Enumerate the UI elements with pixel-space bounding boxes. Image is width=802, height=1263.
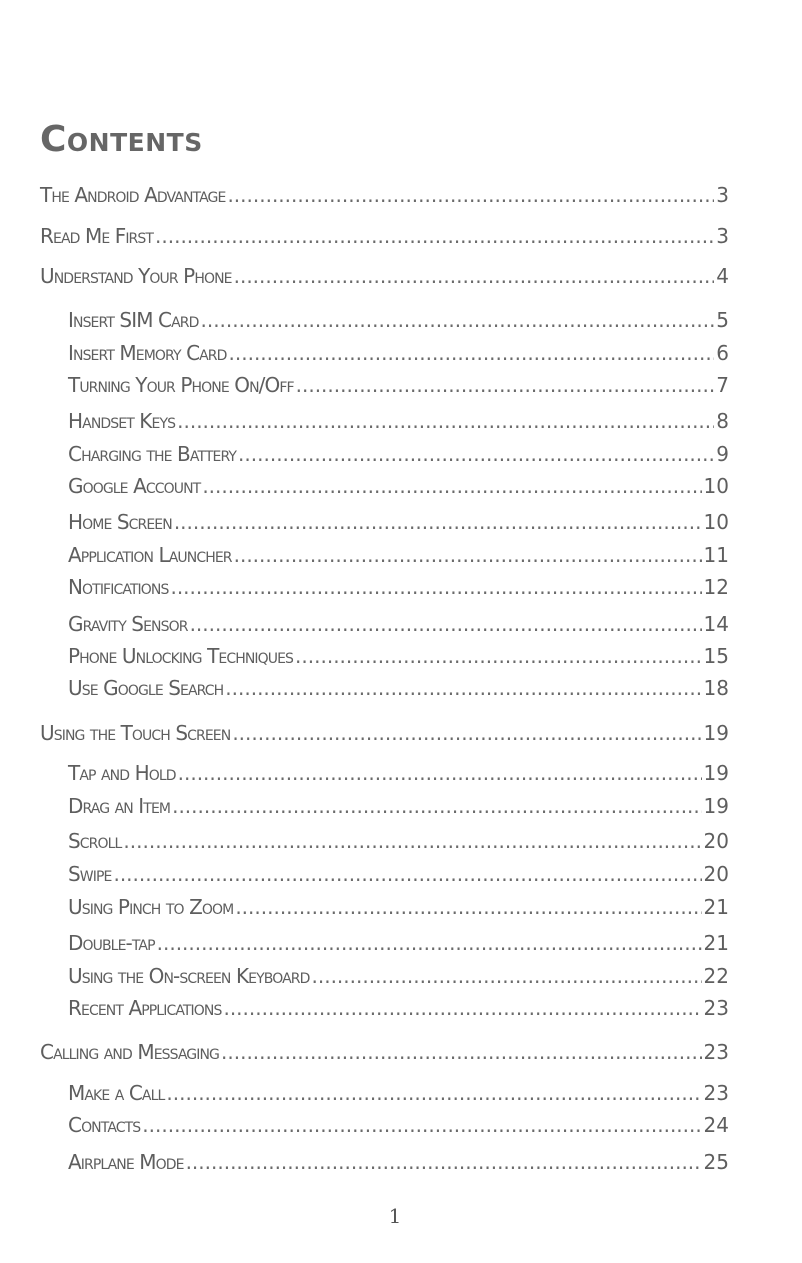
toc-leader-dots (142, 1111, 701, 1139)
toc-entry-label: Using the Touch Screen (40, 721, 231, 745)
toc-entry[interactable] (68, 674, 729, 702)
toc-entry-page: 19 (703, 794, 729, 818)
toc-entry-label: Google Account (68, 474, 201, 498)
toc-entry-page: 10 (703, 510, 729, 534)
toc-leader-dots (234, 541, 702, 569)
toc-entry-label: Turning Your Phone On/Off (68, 373, 294, 397)
toc-entry[interactable] (68, 860, 729, 888)
toc-entry-label: Double-tap (68, 931, 155, 955)
toc-entry-label: Tap and Hold (68, 761, 176, 785)
toc-entry-label: Gravity Sensor (68, 612, 188, 636)
toc-entry[interactable] (40, 262, 729, 290)
toc-entry-page: 23 (703, 1081, 729, 1105)
toc-leader-dots (238, 440, 714, 468)
toc-entry-label: Handset Keys (68, 409, 176, 433)
toc-entry[interactable] (68, 642, 729, 670)
toc-entry[interactable] (40, 719, 729, 747)
toc-leader-dots (232, 719, 701, 747)
toc-leader-dots (221, 1038, 702, 1066)
toc-leader-dots (113, 860, 701, 888)
toc-entry[interactable] (68, 371, 729, 399)
toc-entry-page: 20 (703, 829, 729, 853)
toc-entry[interactable] (68, 1148, 729, 1176)
toc-entry-label: Using the On-screen Keyboard (68, 964, 310, 988)
toc-entry-page: 25 (703, 1150, 729, 1174)
toc-leader-dots (295, 642, 702, 670)
toc-entry[interactable] (40, 1038, 729, 1066)
toc-entry-page: 7 (716, 373, 729, 397)
toc-entry-label: The Android Advantage (40, 183, 226, 207)
toc-entry-page: 12 (703, 575, 729, 599)
toc-leader-dots (157, 929, 702, 957)
toc-leader-dots (235, 893, 701, 921)
toc-entry-page: 10 (703, 474, 729, 498)
toc-entry-page: 3 (716, 224, 729, 248)
toc-leader-dots (123, 827, 701, 855)
toc-entry-page: 21 (703, 931, 729, 955)
toc-entry[interactable] (68, 339, 729, 367)
page-title: Contents (40, 119, 203, 160)
toc-entry-page: 19 (703, 761, 729, 785)
toc-entry-page: 23 (703, 1040, 729, 1064)
toc-entry-label: Using Pinch to Zoom (68, 895, 234, 919)
toc-leader-dots (177, 407, 714, 435)
toc-entry-page: 24 (703, 1113, 729, 1137)
toc-entry-label: Application Launcher (68, 543, 232, 567)
toc-entry-page: 6 (716, 341, 729, 365)
toc-leader-dots (186, 1148, 702, 1176)
toc-entry-label: Recent Applications (68, 996, 222, 1020)
toc-entry-label: Scroll (68, 829, 122, 853)
toc-leader-dots (227, 181, 714, 209)
toc-leader-dots (174, 508, 702, 536)
toc-entry[interactable] (68, 1111, 729, 1139)
toc-entry-label: Charging the Battery (68, 442, 237, 466)
toc-entry-page: 18 (703, 676, 729, 700)
toc-entry[interactable] (40, 181, 729, 209)
toc-leader-dots (229, 339, 715, 367)
toc-leader-dots (172, 792, 701, 820)
toc-leader-dots (178, 759, 702, 787)
toc-entry-page: 9 (716, 442, 729, 466)
toc-entry-page: 21 (703, 895, 729, 919)
toc-entry[interactable] (68, 1079, 729, 1107)
toc-entry[interactable] (68, 792, 729, 820)
toc-entry-page: 15 (703, 644, 729, 668)
toc-entry-page: 23 (703, 996, 729, 1020)
toc-entry[interactable] (68, 994, 729, 1022)
toc-entry-page: 3 (716, 183, 729, 207)
toc-entry[interactable] (68, 541, 729, 569)
toc-entry[interactable] (68, 407, 729, 435)
toc-entry-label: Understand Your Phone (40, 264, 232, 288)
toc-entry-page: 22 (703, 964, 729, 988)
toc-entry[interactable] (68, 610, 729, 638)
toc-leader-dots (190, 610, 702, 638)
toc-leader-dots (225, 674, 701, 702)
toc-leader-dots (234, 262, 715, 290)
toc-entry-page: 4 (716, 264, 729, 288)
toc-entry-page: 19 (703, 721, 729, 745)
toc-entry[interactable] (68, 893, 729, 921)
toc-entry-label: Make a Call (68, 1081, 165, 1105)
toc-entry[interactable] (68, 962, 729, 990)
toc-entry-page: 5 (716, 308, 729, 332)
toc-leader-dots (296, 371, 715, 399)
toc-entry-label: Drag an Item (68, 794, 171, 818)
toc-leader-dots (155, 222, 714, 250)
page-number: 1 (388, 1204, 402, 1228)
toc-entry-label: Home Screen (68, 510, 172, 534)
toc-entry-label: Contacts (68, 1113, 141, 1137)
toc-entry[interactable] (68, 472, 729, 500)
toc-entry-label: Swipe (68, 862, 112, 886)
toc-entry-label: Read Me First (40, 224, 154, 248)
toc-leader-dots (223, 994, 701, 1022)
toc-entry[interactable] (68, 440, 729, 468)
toc-entry-label: Airplane Mode (68, 1150, 184, 1174)
toc-entry-label: Notifications (68, 575, 169, 599)
toc-entry-page: 20 (703, 862, 729, 886)
toc-entry-page: 14 (703, 612, 729, 636)
toc-entry-page: 8 (716, 409, 729, 433)
toc-entry[interactable] (68, 306, 729, 334)
toc-entry-label: Phone Unlocking Techniques (68, 644, 294, 668)
toc-leader-dots (312, 962, 702, 990)
toc-entry-label: Insert SIM Card (68, 308, 199, 332)
toc-entry-label: Use Google Search (68, 676, 224, 700)
toc-entry[interactable] (68, 573, 729, 601)
toc-leader-dots (166, 1079, 701, 1107)
toc-entry-label: Calling and Messaging (40, 1040, 220, 1064)
toc-entry[interactable] (68, 827, 729, 855)
toc-leader-dots (170, 573, 701, 601)
toc-leader-dots (200, 306, 714, 334)
toc-entry[interactable] (68, 759, 729, 787)
toc-entry[interactable] (68, 508, 729, 536)
toc-entry[interactable] (40, 222, 729, 250)
toc-entry-label: Insert Memory Card (68, 341, 227, 365)
toc-entry[interactable] (68, 929, 729, 957)
toc-leader-dots (202, 472, 701, 500)
toc-entry-page: 11 (703, 543, 729, 567)
